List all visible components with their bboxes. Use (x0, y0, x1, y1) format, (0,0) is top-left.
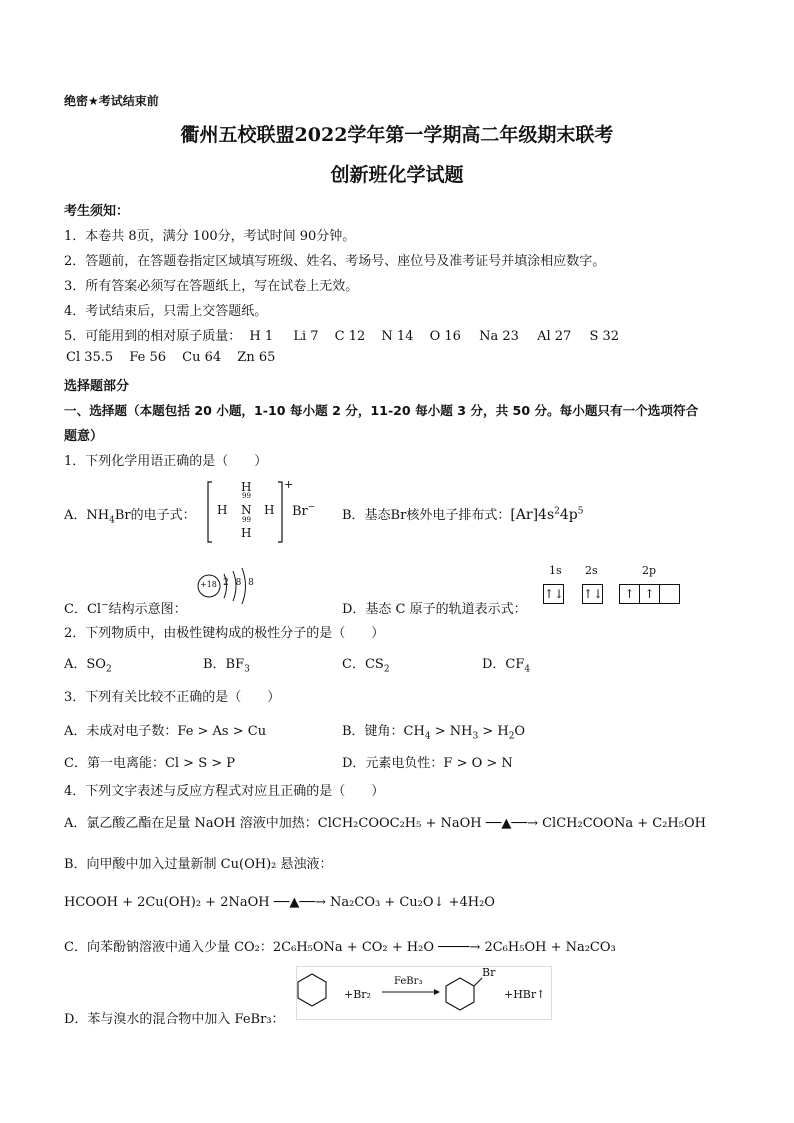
q1-option-a (64, 504, 196, 526)
mass-cl: Cl 35.5 (66, 350, 114, 365)
q1-d-orbital-diagram (541, 562, 686, 608)
q3-stem: 3．下列有关比较不正确的是（ ） (64, 690, 281, 705)
q1-c-label-rest: 结构示意图： (108, 602, 187, 617)
q4-option-c (64, 936, 616, 955)
orbital-box-1s (543, 584, 563, 604)
exam-title: 衢州五校联盟2022学年第一学期高二年级期末联考 (180, 124, 614, 146)
mass-na: Na 23 (479, 329, 519, 344)
notice-heading: 考生须知： (64, 204, 130, 219)
q2-a-sub: 2 (105, 664, 112, 675)
lewis-dots-top: 99 (242, 492, 251, 500)
q4-d-product-br: Br (482, 966, 496, 979)
q2-c-sub: 2 (383, 664, 390, 675)
mass-s: S 32 (589, 329, 620, 344)
q4-d-reaction-scheme (296, 966, 552, 1020)
nucleus-charge: +18 (200, 580, 217, 589)
section-heading-cont: 题意） (64, 429, 104, 444)
q2-b-sub: 3 (244, 664, 250, 675)
mass-fe: Fe 56 (129, 350, 167, 365)
q1-a-anion (292, 504, 315, 519)
lewis-dots-bottom: 99 (242, 516, 251, 524)
notice-item-4: 4．考试结束后，只需上交答题纸。 (64, 304, 268, 319)
q2-b-label: B．BF (203, 657, 245, 672)
orbital-box-2p (619, 584, 679, 604)
orbital-label-2s: 2s (585, 564, 598, 577)
q4-d-byproduct: +HBr↑ (504, 988, 546, 1001)
mass-o: O 16 (429, 329, 461, 344)
q1-b-label: B．基态Br核外电子排布式： (342, 508, 511, 523)
q1-a-label-rest: Br的电子式： (114, 508, 196, 523)
q3-b-end: O (514, 724, 526, 739)
orbital-2px: ↑ (619, 584, 640, 604)
notice-item-5 (64, 325, 619, 344)
q4-option-b: B．向甲酸中加入过量新制 Cu(OH)₂ 悬浊液： (64, 857, 333, 872)
lewis-h-bottom: H (241, 526, 252, 540)
exam-subtitle: 创新班化学试题 (330, 164, 464, 186)
q4-option-d: D．苯与溴水的混合物中加入 FeBr₃： (64, 1012, 285, 1027)
q1-c-structure-diagram (196, 564, 254, 608)
q2-option-c (342, 653, 390, 675)
orbital-2s: ↑↓ (582, 584, 603, 604)
orbital-2py: ↑ (639, 584, 660, 604)
q4-c-equation: 2C₆H₅ONa + CO₂ + H₂O ────→ 2C₆H₅OH + Na₂CO₃ (272, 940, 616, 955)
q2-option-d (482, 653, 531, 675)
bromobenzene-ring-icon (446, 978, 474, 1010)
q3-option-a: A．未成对电子数：Fe > As > Cu (64, 724, 267, 739)
q3-b-sub1: 4 (424, 731, 431, 742)
q2-option-b (203, 653, 250, 675)
q1-b-config-p: 4p (559, 507, 578, 523)
q1-a-sub: 4 (109, 515, 115, 526)
mass-n: N 14 (381, 329, 414, 344)
mass-c: C 12 (334, 329, 366, 344)
notice-item-1: 1．本卷共 8页，满分 100分，考试时间 90分钟。 (64, 229, 356, 244)
q1-a-anion-charge: − (307, 502, 316, 513)
q1-a-label: A．NH (64, 508, 110, 523)
q1-option-d: D．基态 C 原子的轨道表示式： (342, 602, 527, 617)
mass-zn: Zn 65 (237, 350, 276, 365)
lewis-h-right: H (264, 503, 275, 517)
orbital-label-2p: 2p (642, 564, 657, 577)
notice-item-2: 2．答题前，在答题卷指定区域填写班级、姓名、考场号、座位号及准考证号并填涂相应数字。 (64, 254, 606, 269)
q3-b-pre: B．键角：CH (342, 724, 425, 739)
mass-al: Al 27 (537, 329, 572, 344)
q4-c-text: C．向苯酚钠溶液中通入少量 CO₂： (64, 940, 273, 955)
mass-cu: Cu 64 (182, 350, 222, 365)
notice-item-5-line2 (66, 350, 275, 365)
shell-counts: 2 8 8 (223, 578, 256, 588)
q4-stem: 4．下列文字表述与反应方程式对应且正确的是（ ） (64, 784, 385, 799)
q1-a-charge: + (284, 478, 294, 491)
q1-a-lewis-structure (206, 480, 284, 544)
q3-b-sub2: 3 (472, 731, 479, 742)
section-part: 选择题部分 (64, 379, 130, 394)
q2-option-a (64, 653, 112, 675)
q3-option-d: D．元素电负性：F > O > N (342, 756, 513, 771)
q1-b-config-s-exp: 2 (554, 506, 560, 517)
orbital-box-2s (582, 584, 602, 604)
q2-d-label: D．CF (482, 657, 525, 672)
q4-option-a (64, 812, 706, 831)
q1-option-b (342, 504, 584, 523)
section-heading: 一、选择题（本题包括 20 小题，1-10 每小题 2 分，11-20 每小题 3 分，共 50 分。每小题只有一个选项符合 (64, 403, 699, 418)
q4-b-equation: HCOOH + 2Cu(OH)₂ + 2NaOH ──▲──→ Na₂CO₃ + Cu₂O↓ +4H₂O (64, 895, 495, 910)
notice-item-5-prefix: 5．可能用到的相对原子质量： (64, 329, 242, 344)
q4-a-text: A．氯乙酸乙酯在足量 NaOH 溶液中加热： (64, 816, 318, 831)
q3-b-mid1: > NH (430, 724, 473, 739)
q2-stem: 2．下列物质中，由极性键构成的极性分子的是（ ） (64, 626, 385, 641)
mass-li: Li 7 (293, 329, 319, 344)
lewis-h-top: H (241, 480, 252, 494)
lewis-n: N (241, 503, 252, 517)
q1-c-label: C．Cl (64, 602, 102, 617)
q1-stem: 1．下列化学用语正确的是（ ） (64, 454, 268, 469)
orbital-1s: ↑↓ (543, 584, 564, 604)
q4-d-reagent: +Br₂ (344, 988, 371, 1001)
q1-a-anion-br: Br (292, 504, 308, 519)
q1-c-sup: − (101, 600, 109, 611)
q3-option-b (342, 720, 526, 742)
q4-a-equation: ClCH₂COOC₂H₅ + NaOH ──▲──→ ClCH₂COONa + C₂H₅OH (317, 816, 706, 831)
q1-option-c (64, 598, 187, 617)
q3-b-sub3: 2 (508, 731, 515, 742)
q1-b-config-core: [Ar]4s (510, 507, 555, 523)
q2-a-label: A．SO (64, 657, 106, 672)
q2-c-label: C．CS (342, 657, 384, 672)
notice-item-3: 3．所有答案必须写在答题纸上，写在试卷上无效。 (64, 279, 359, 294)
mass-h: H 1 (249, 329, 274, 344)
q4-d-catalyst: FeBr₃ (394, 976, 423, 987)
secret-label: 绝密★考试结束前 (64, 94, 159, 108)
lewis-h-left: H (217, 503, 228, 517)
q3-b-mid2: > H (478, 724, 509, 739)
q1-b-config-p-exp: 5 (577, 506, 584, 517)
orbital-label-1s: 1s (549, 564, 562, 577)
orbital-2pz (659, 584, 680, 604)
benzene-ring-icon (298, 974, 326, 1006)
q2-d-sub: 4 (524, 664, 531, 675)
q3-option-c: C．第一电离能：Cl > S > P (64, 756, 236, 771)
